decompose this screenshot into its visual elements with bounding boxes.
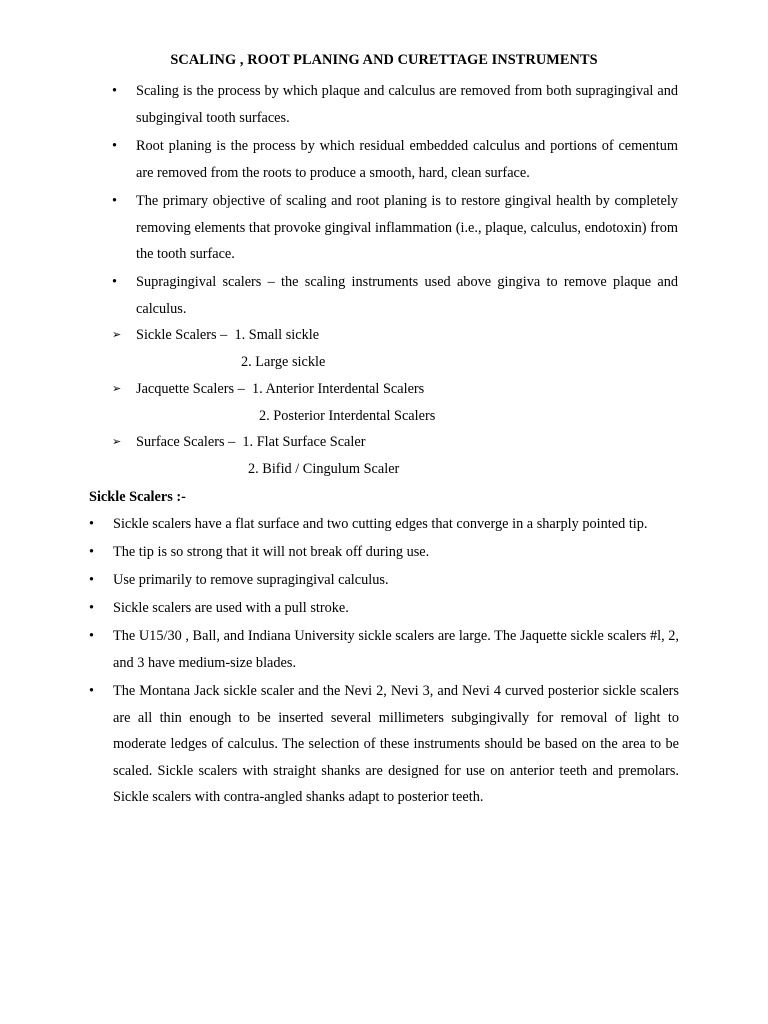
bullet-text: The tip is so strong that it will not break off during use. <box>113 544 430 560</box>
bullet-icon: • <box>89 683 95 699</box>
scaler-type-item: 1. Small sickle <box>234 327 320 343</box>
bullet-icon: • <box>89 600 95 616</box>
scaler-type-label: Surface Scalers – 1. Flat Surface Scaler <box>136 434 366 450</box>
scaler-type-item: 2. Large sickle <box>241 354 326 370</box>
bullet-icon: • <box>112 138 118 154</box>
bullet-icon: • <box>89 628 95 644</box>
bullet-icon: • <box>89 544 95 560</box>
bullet-icon: • <box>112 193 118 209</box>
bullet-text: Scaling is the process by which plaque and calculus are removed from both supragingival and subgingival tooth surfaces. <box>136 83 678 126</box>
bullet-text: The Montana Jack sickle scaler and the Nevi 2, Nevi 3, and Nevi 4 curved posterior sickle scalers are all thin enough to be inserted several millimeters subgingivally for removal of light to moderate ledges of calculus. The selection of these instruments should be based on the area to be scaled. Sickle scalers with straight shanks are designed for use on anterior teeth and premolars. Sickle scalers with contra-angled shanks adapt to posterior teeth. <box>113 683 679 805</box>
scaler-type-item: 1. Flat Surface Scaler <box>242 434 366 450</box>
bullet-text: Supragingival scalers – the scaling instruments used above gingiva to remove plaque and calculus. <box>136 274 678 317</box>
scaler-type-item: 1. Anterior Interdental Scalers <box>251 381 425 397</box>
bullet-icon: • <box>112 274 118 290</box>
bullet-text: Root planing is the process by which residual embedded calculus and portions of cementum are removed from the roots to produce a smooth, hard, clean surface. <box>136 138 678 181</box>
page-title: SCALING , ROOT PLANING AND CURETTAGE INSTRUMENTS <box>170 52 598 68</box>
scaler-type-label: Jacquette Scalers – 1. Anterior Interdental Scalers <box>136 381 425 397</box>
scaler-type-item: 2. Posterior Interdental Scalers <box>259 408 436 424</box>
bullet-text: Use primarily to remove supragingival calculus. <box>113 572 389 588</box>
arrow-bullet-icon: ➢ <box>112 328 122 341</box>
section-heading: Sickle Scalers :- <box>89 489 186 505</box>
bullet-icon: • <box>89 572 95 588</box>
scaler-type-label: Sickle Scalers – 1. Small sickle <box>136 327 320 343</box>
bullet-text: Sickle scalers are used with a pull stroke. <box>113 600 349 616</box>
arrow-bullet-icon: ➢ <box>112 382 122 395</box>
bullet-text: Sickle scalers have a flat surface and two cutting edges that converge in a sharply pointed tip. <box>113 516 648 532</box>
arrow-bullet-icon: ➢ <box>112 435 122 448</box>
bullet-icon: • <box>89 516 95 532</box>
bullet-text: The primary objective of scaling and root planing is to restore gingival health by completely removing elements that provoke gingival inflammation (i.e., plaque, calculus, endotoxin) from the tooth surface. <box>136 193 678 262</box>
bullet-text: The U15/30 , Ball, and Indiana University sickle scalers are large. The Jaquette sickle scalers #l, 2, and 3 have medium-size blades. <box>113 628 679 671</box>
scaler-type-item: 2. Bifid / Cingulum Scaler <box>248 461 400 477</box>
bullet-icon: • <box>112 83 118 99</box>
